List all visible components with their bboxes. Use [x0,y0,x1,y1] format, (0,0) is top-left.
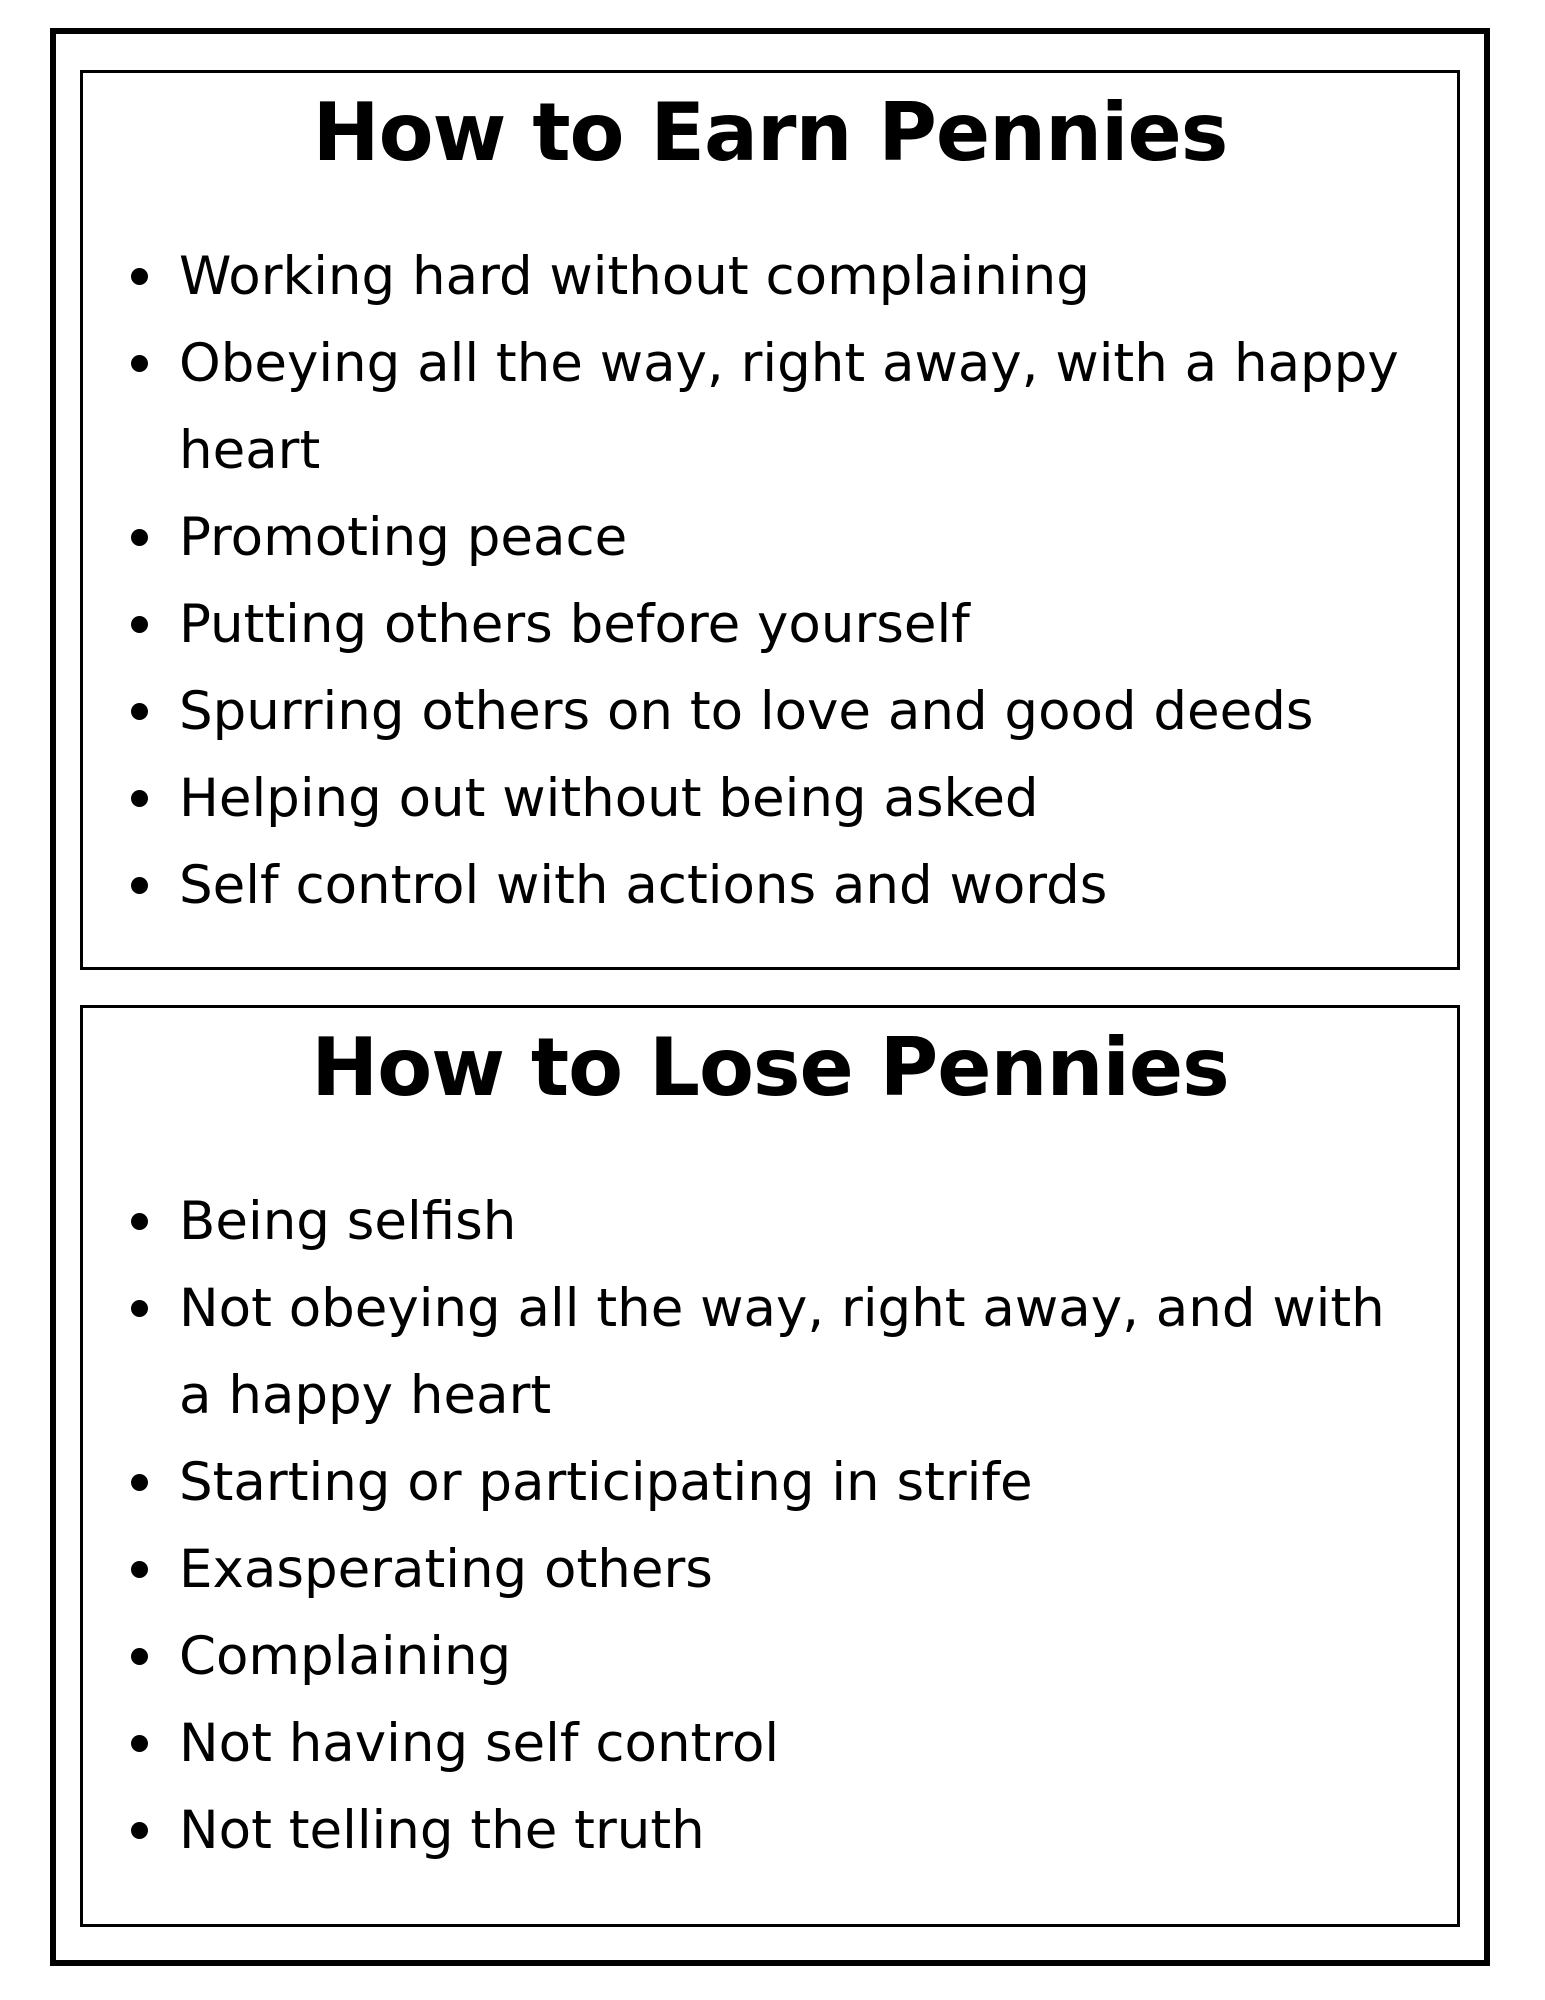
earn-list-item [131,494,1417,581]
bullet-icon [131,1213,148,1230]
lose-item-text: Not having self control [179,1713,780,1774]
earn-item-text: Promoting peace [179,507,628,568]
lose-list-item [131,1613,1417,1700]
earn-item-text: Self control with actions and words [179,855,1108,916]
lose-item-text: Starting or participating in strife [179,1452,1033,1513]
lose-list-item [131,1265,1417,1439]
earn-item-text: Spurring others on to love and good deeds [179,681,1314,742]
bullet-icon [131,1300,148,1317]
lose-list-item [131,1178,1417,1265]
earn-item-text: Helping out without being asked [179,768,1039,829]
lose-item-text: Not obeying all the way, right away, and with a happy heart [179,1278,1385,1426]
lose-item-text: Being selfish [179,1191,517,1252]
lose-pennies-panel [80,1005,1460,1927]
earn-list-item [131,668,1417,755]
bullet-icon [131,1648,148,1665]
bullet-icon [131,1735,148,1752]
earn-panel-title: How to Earn Pennies [312,86,1228,179]
earn-list-item [131,320,1417,494]
lose-item-text: Exasperating others [179,1539,713,1600]
lose-list-item [131,1787,1417,1874]
lose-panel-title: How to Lose Pennies [311,1021,1229,1114]
earn-list-item [131,233,1417,320]
earn-list-item [131,755,1417,842]
bullet-icon [131,1474,148,1491]
lose-list [131,1178,1417,1874]
earn-item-text: Obeying all the way, right away, with a happy heart [179,333,1399,481]
earn-list [131,233,1417,929]
lose-list-item [131,1439,1417,1526]
earn-item-text: Working hard without complaining [179,246,1090,307]
lose-list-item [131,1526,1417,1613]
lose-list-item [131,1700,1417,1787]
earn-pennies-panel [80,70,1460,970]
earn-item-text: Putting others before yourself [179,594,970,655]
bullet-icon [131,1561,148,1578]
bullet-icon [131,268,148,285]
bullet-icon [131,790,148,807]
bullet-icon [131,616,148,633]
earn-list-item [131,581,1417,668]
bullet-icon [131,1822,148,1839]
lose-item-text: Complaining [179,1626,512,1687]
earn-list-item [131,842,1417,929]
bullet-icon [131,355,148,372]
lose-item-text: Not telling the truth [179,1800,705,1861]
bullet-icon [131,877,148,894]
bullet-icon [131,529,148,546]
bullet-icon [131,703,148,720]
